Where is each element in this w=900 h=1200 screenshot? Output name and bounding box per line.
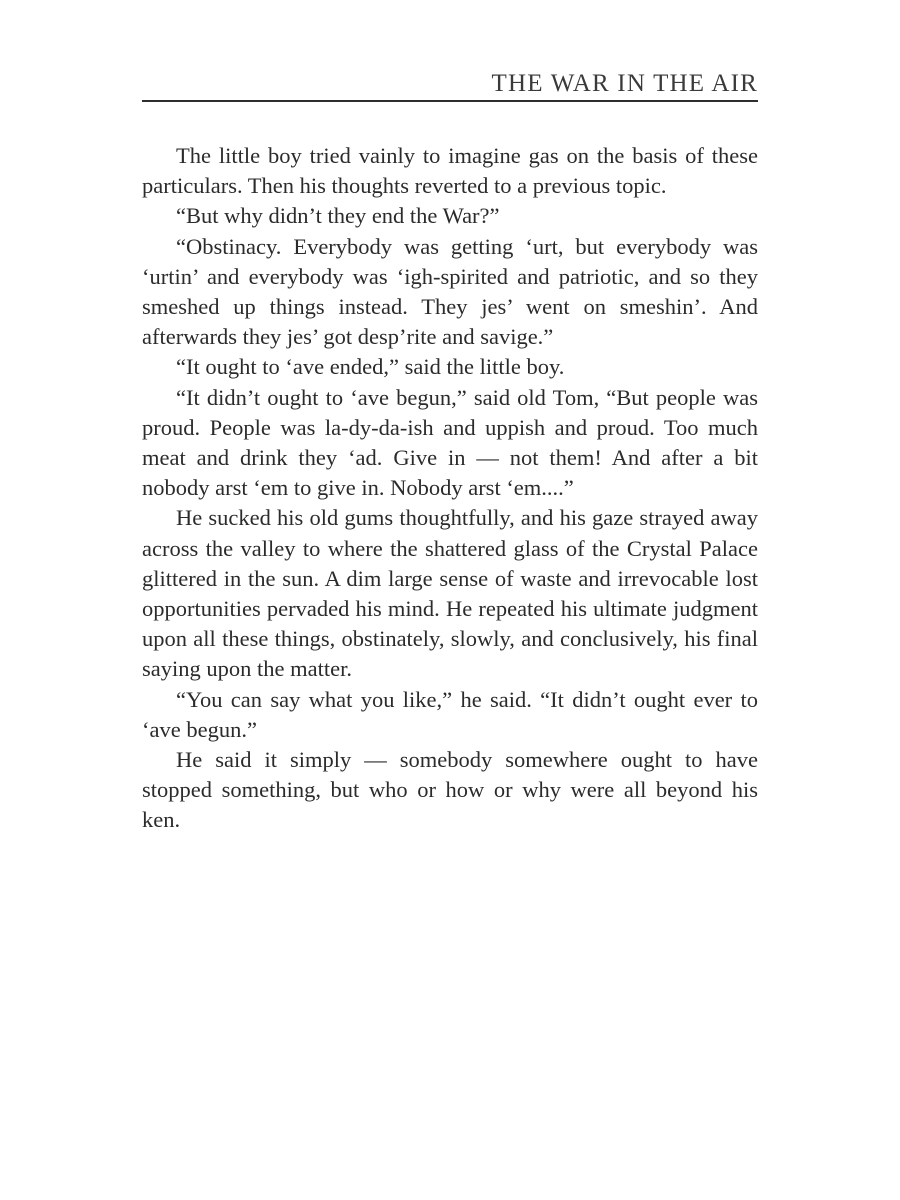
paragraph: “It didn’t ought to ‘ave begun,” said old Tom, “But people was proud. People was la-dy-da-ish and uppish and proud. Too much meat and drink they ‘ad. Give in — not them! And after a bit nobody arst ‘em to give in. Nobody arst ‘em....” (142, 384, 758, 501)
paragraph: “You can say what you like,” he said. “It didn’t ought ever to ‘ave begun.” (142, 686, 758, 742)
paragraph: “Obstinacy. Everybody was getting ‘urt, but everybody was ‘urtin’ and everybody was ‘igh-spirited and patriotic, and so they smeshed up things instead. They jes’ went on smeshin’. And afterwards they jes’ got desp’rite and savige.” (142, 233, 758, 350)
paragraph: He sucked his old gums thoughtfully, and his gaze strayed away across the valley to where the shattered glass of the Crystal Palace glittered in the sun. A dim large sense of waste and irrevocable lost opportunities pervaded his mind. He repeated his ultimate judgment upon all these things, obstinately, slowly, and conclusively, his final saying upon the matter. (142, 505, 758, 682)
paragraph: “It ought to ‘ave ended,” said the little boy. (176, 354, 565, 380)
paragraph: He said it simply — somebody somewhere ought to have stopped something, but who or how or why were all beyond his ken. (142, 747, 758, 833)
paragraph: “But why didn’t they end the War?” (176, 203, 500, 229)
body-text (142, 141, 758, 836)
paragraph: The little boy tried vainly to imagine gas on the basis of these particulars. Then his thoughts reverted to a previous topic. (142, 143, 758, 199)
header-rule (142, 100, 758, 102)
running-head-title: THE WAR IN THE AIR (491, 70, 758, 97)
